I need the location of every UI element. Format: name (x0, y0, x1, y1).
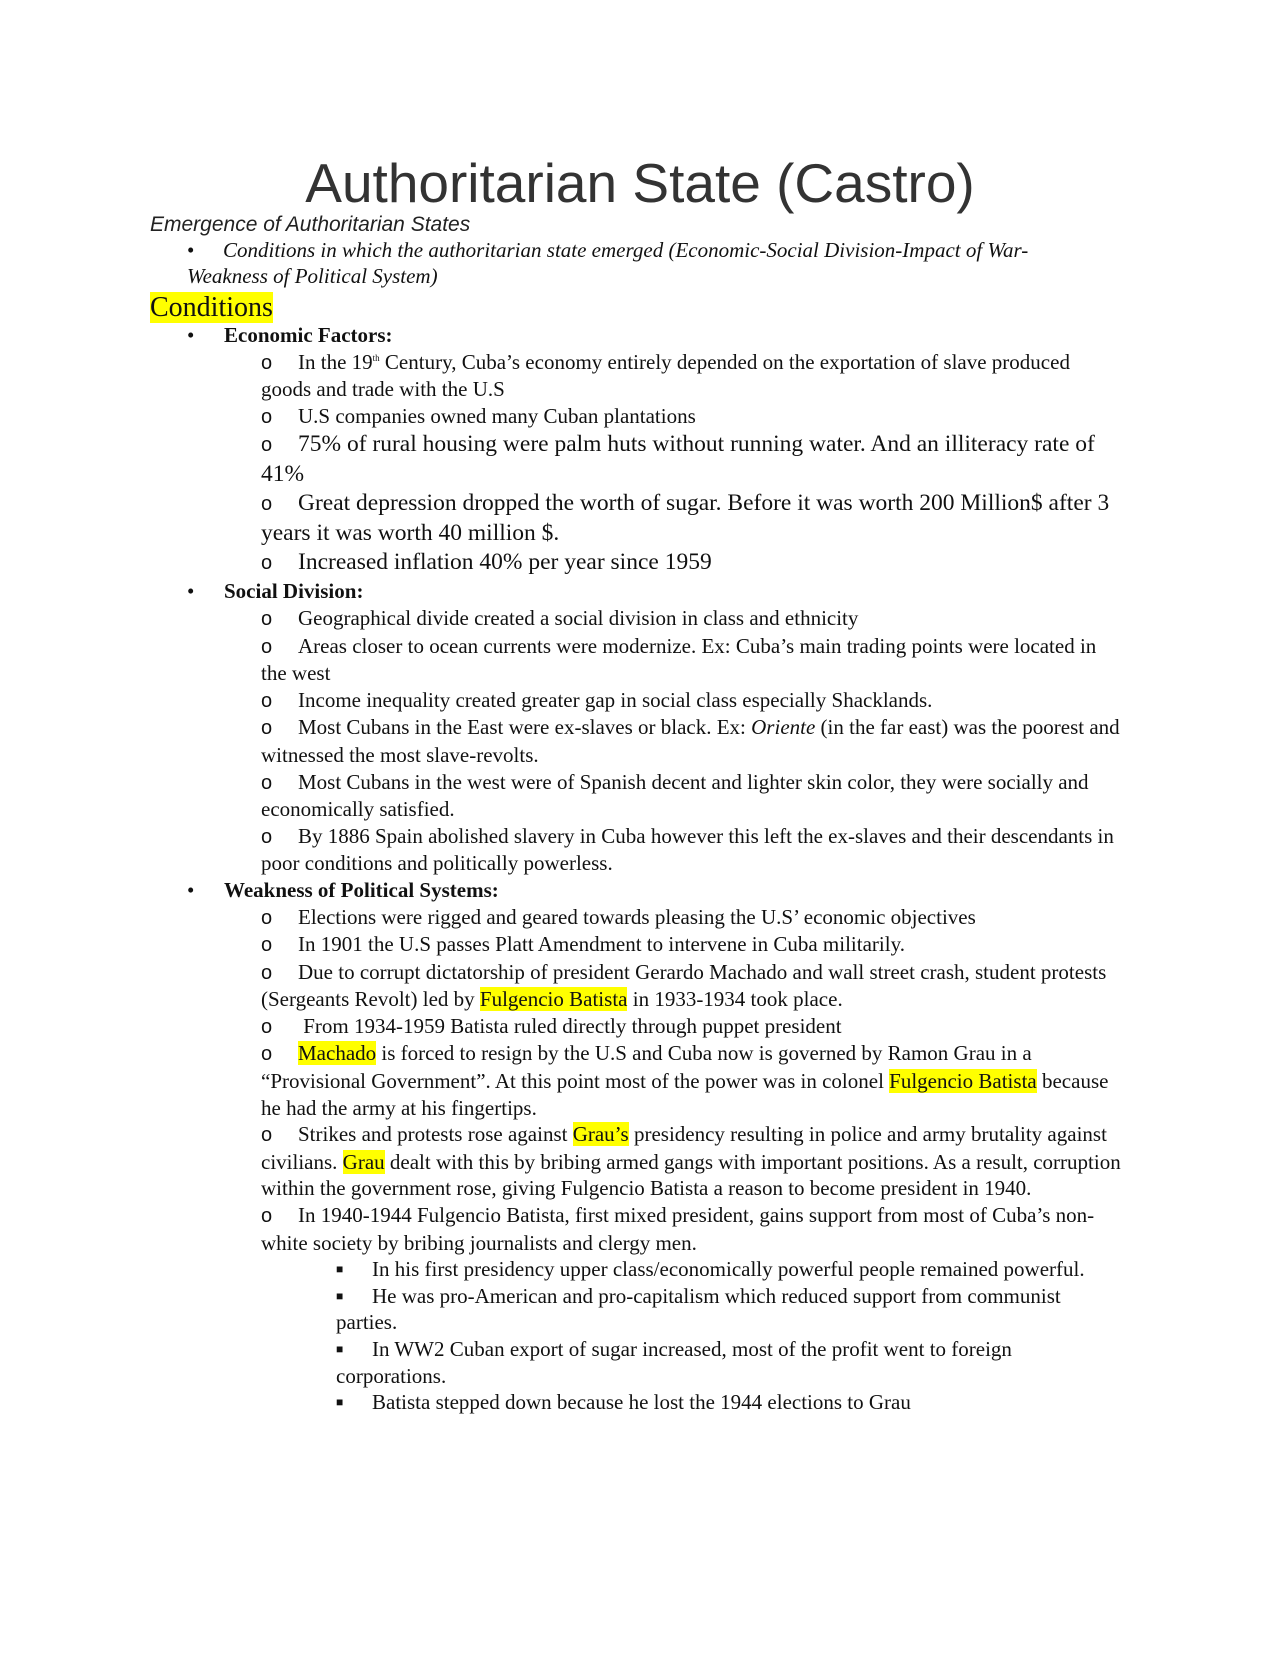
topic-political (0, 877, 1280, 904)
list-item: o From 1934-1959 Batista ruled directly through puppet president (261, 1013, 1121, 1041)
bullet-icon: • (187, 238, 195, 262)
bullet-icon: • (187, 323, 195, 347)
list-item: o Most Cubans in the west were of Spanish decent and lighter skin color, they were socially and economically satisfied. (261, 769, 1089, 822)
conditions-heading-text: Conditions (150, 292, 273, 323)
bullet-icon: • (187, 877, 195, 902)
nested-list-item: ■ In his first presidency upper class/economically powerful people remained powerful. (336, 1257, 1085, 1282)
circle-bullet-icon: o (261, 607, 273, 630)
circle-bullet-icon: o (261, 689, 273, 712)
nested-list-item: ■ Batista stepped down because he lost the 1944 elections to Grau (336, 1390, 911, 1415)
list-item: o 75% of rural housing were palm huts without running water. And an illiteracy rate of 41% (261, 431, 1095, 488)
circle-bullet-icon: o (261, 771, 273, 794)
list-item: o Elections were rigged and geared towards pleasing the U.S’ economic objectives (261, 904, 1121, 932)
topic-heading: Social Division: (224, 579, 364, 604)
intro-text: Conditions in which the authoritarian state emerged (Economic-Social Division-Impact of War-Weakness of Political System) (187, 238, 1029, 288)
square-bullet-icon: ■ (336, 1288, 344, 1303)
list-item: o Strikes and protests rose against Grau’s presidency resulting in police and army brutality against civilians. Grau dealt with this by bribing armed gangs with important positions. As a result, corruption within the government rose, giving Fulgencio Batista a reason to become president in 1940. (261, 1122, 1121, 1201)
nested-list-item: ■ In WW2 Cuban export of sugar increased, most of the profit went to foreign corporations. (336, 1337, 1012, 1388)
square-bullet-icon: ■ (336, 1342, 344, 1356)
circle-bullet-icon: o (261, 1205, 273, 1228)
bullet-icon: • (187, 579, 195, 604)
circle-bullet-icon: o (261, 493, 273, 516)
circle-bullet-icon: o (261, 1043, 273, 1066)
circle-bullet-icon: o (261, 717, 273, 740)
circle-bullet-icon: o (261, 434, 273, 457)
topic-heading: Weakness of Political Systems: (224, 877, 499, 902)
nested-list-item: ■ He was pro-American and pro-capitalism which reduced support from communist parties. (336, 1283, 1061, 1335)
page-title: Authoritarian State (Castro) (305, 152, 975, 214)
list-item: o U.S companies owned many Cuban plantations (261, 403, 1121, 431)
circle-bullet-icon: o (261, 1015, 273, 1038)
topic-economic (0, 322, 1280, 349)
list-item: o In the 19th Century, Cuba’s economy entirely depended on the exportation of slave produced goods and trade with the U.S (261, 349, 1070, 402)
list-item: o In 1901 the U.S passes Platt Amendment to intervene in Cuba militarily. (261, 931, 1121, 959)
circle-bullet-icon: o (261, 405, 273, 428)
square-bullet-icon: ■ (336, 1262, 344, 1277)
circle-bullet-icon: o (261, 1124, 273, 1147)
list-item: o Great depression dropped the worth of sugar. Before it was worth 200 Million$ after 3 years it was worth 40 million $. (261, 490, 1110, 547)
section-heading: Emergence of Authoritarian States (150, 213, 471, 236)
circle-bullet-icon: o (261, 934, 273, 957)
circle-bullet-icon: o (261, 961, 273, 984)
highlighted-text: Machado (298, 1041, 377, 1066)
circle-bullet-icon: o (261, 635, 273, 658)
highlighted-text: Grau’s (572, 1122, 629, 1147)
list-item: o By 1886 Spain abolished slavery in Cuba however this left the ex-slaves and their descendants in poor conditions and politically powerless. (261, 823, 1114, 876)
list-item: o In 1940-1944 Fulgencio Batista, first mixed president, gains support from most of Cuba’s non-white society by bribing journalists and clergy men. (261, 1203, 1095, 1255)
circle-bullet-icon: o (261, 351, 273, 374)
square-bullet-icon: ■ (336, 1395, 344, 1410)
circle-bullet-icon: o (261, 552, 273, 575)
circle-bullet-icon: o (261, 906, 273, 929)
highlighted-text: Fulgencio Batista (889, 1069, 1037, 1094)
list-item: o Geographical divide created a social division in class and ethnicity (261, 605, 1121, 633)
document-body (0, 322, 1280, 1416)
list-item: o Increased inflation 40% per year since 1959 (261, 548, 1121, 578)
list-item: o Most Cubans in the East were ex-slaves or black. Ex: Oriente (in the far east) was the poorest and witnessed the most slave-revolts. (261, 715, 1120, 767)
list-item: o Income inequality created greater gap in social class especially Shacklands. (261, 687, 1121, 715)
list-item: o Areas closer to ocean currents were modernize. Ex: Cuba’s main trading points were located in the west (261, 633, 1097, 686)
circle-bullet-icon: o (261, 825, 273, 848)
list-item: o Due to corrupt dictatorship of president Gerardo Machado and wall street crash, student protests (Sergeants Revolt) led by Fulgencio Batista in 1933-1934 took place. (261, 959, 1107, 1012)
list-item: o Machado is forced to resign by the U.S and Cuba now is governed by Ramon Grau in a “Provisional Government”. At this point most of the power was in colonel Fulgencio Batista because he had the army at his fingertips. (261, 1041, 1109, 1120)
topic-social (0, 578, 1280, 605)
highlighted-text: Fulgencio Batista (479, 987, 628, 1012)
highlighted-text: Grau (342, 1149, 385, 1174)
topic-heading: Economic Factors: (224, 323, 393, 347)
intro-bullet (187, 237, 1097, 289)
conditions-heading (150, 291, 273, 325)
